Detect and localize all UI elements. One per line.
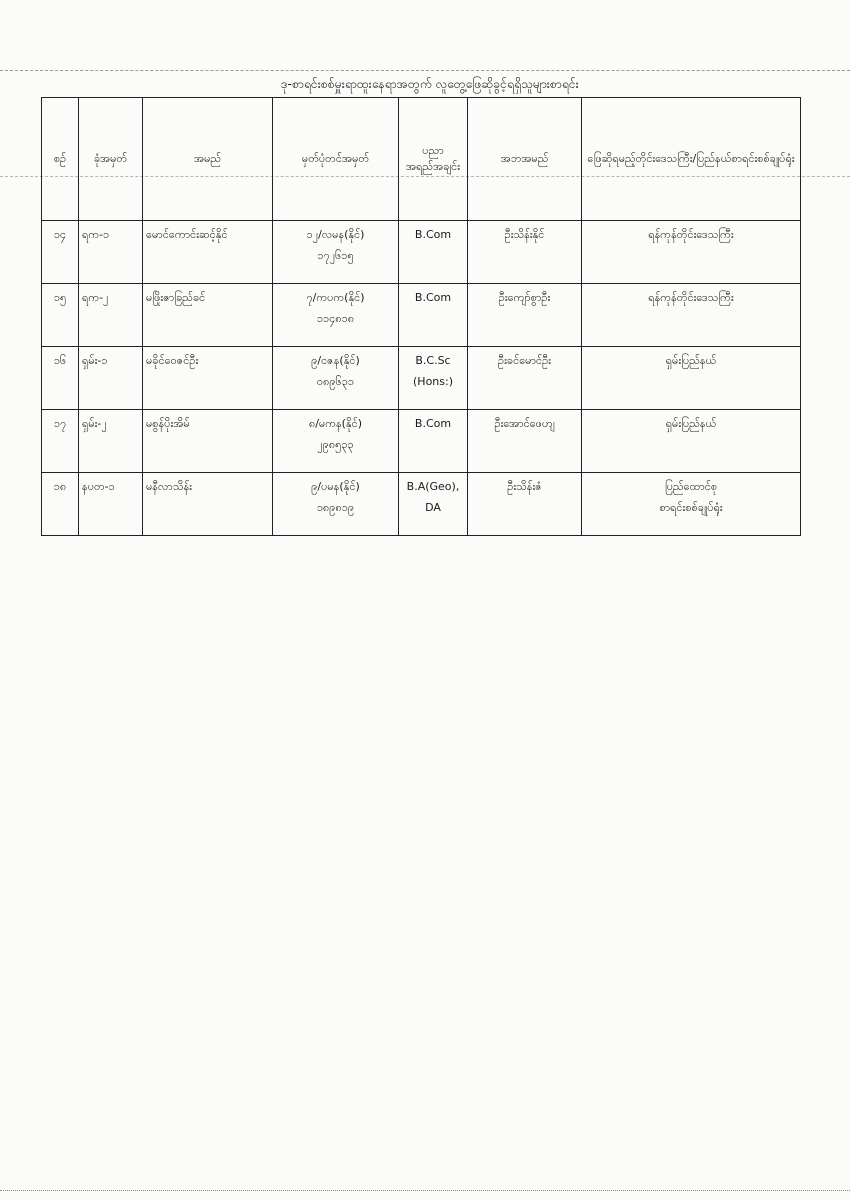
nrc-line: ၉/ပမန(နိုင်)	[311, 480, 360, 493]
cell-no: ၁၅	[42, 284, 79, 347]
cell-father: ဦးခင်မောင်ဦး	[468, 347, 582, 410]
table-row	[42, 473, 801, 536]
nrc-line: ၉/ငဇန(နိုင်)	[311, 354, 360, 367]
document-title: ဒု-စာရင်းစစ်မှူးရာထူးနေရာအတွက် လူတွေ့ဖြေဆိုခွင့်ရရှိသူများစာရင်း	[281, 77, 579, 91]
cell-no: ၁၈	[42, 473, 79, 536]
cell-roll: နပတ-၁	[79, 473, 143, 536]
candidate-table	[41, 97, 801, 536]
cell-nrc	[273, 284, 399, 347]
cell-education	[399, 221, 468, 284]
cell-father: ဦးကျော်စွာဦး	[468, 284, 582, 347]
cell-office	[582, 284, 801, 347]
bottom-scan-edge	[0, 1190, 850, 1192]
cell-name: မစွန်ပိုးအိမ်	[143, 410, 273, 473]
education-line-2: (Hons:)	[413, 374, 453, 388]
nrc-number: ၂၉၈၅၃၃	[317, 437, 354, 451]
header-no: စဉ်	[42, 98, 79, 221]
header-nrc: မှတ်ပုံတင်အမှတ်	[273, 98, 399, 221]
cell-education	[399, 410, 468, 473]
cell-education	[399, 473, 468, 536]
office-line: ရှမ်းပြည်နယ်	[665, 354, 717, 367]
table-row	[42, 221, 801, 284]
cell-name: မခိုင်ဝေဇင်ဦး	[143, 347, 273, 410]
cell-no: ၁၇	[42, 410, 79, 473]
table-row	[42, 284, 801, 347]
cell-education	[399, 284, 468, 347]
nrc-number: ၁၁၄၈၁၈	[316, 311, 355, 325]
nrc-number: ၁၈၉၈၁၉	[316, 500, 355, 514]
education-line: B.Com	[414, 291, 452, 304]
cell-roll: ရှမ်း-၁	[79, 347, 143, 410]
table-row	[42, 410, 801, 473]
nrc-number: ၀၈၉၆၃၁	[316, 374, 355, 388]
cell-name: မနီလာသိန်း	[143, 473, 273, 536]
cell-roll: ရှမ်း-၂	[79, 410, 143, 473]
header-roll: ခုံအမှတ်	[79, 98, 143, 221]
top-rule	[0, 70, 850, 71]
office-line: ရှမ်းပြည်နယ်	[665, 417, 717, 430]
cell-office	[582, 410, 801, 473]
table-header-row	[42, 98, 801, 221]
cell-name: မောင်ကောင်းဆင့်နိုင်	[143, 221, 273, 284]
cell-nrc	[273, 347, 399, 410]
office-line-2: စာရင်းစစ်ချုပ်ရုံး	[659, 500, 723, 514]
cell-no: ၁၆	[42, 347, 79, 410]
header-office: ဖြေဆိုရမည့်တိုင်းဒေသကြီး/ပြည်နယ်စာရင်းစစ်ချုပ်ရုံး	[582, 98, 801, 221]
cell-name: မဖြိုးဇာခြည်ခင်	[143, 284, 273, 347]
education-line: B.C.Sc	[415, 354, 451, 367]
nrc-line: ၈/မကန(နိုင်)	[308, 417, 363, 430]
education-line-2: DA	[425, 500, 441, 514]
cell-nrc	[273, 410, 399, 473]
table-row	[42, 347, 801, 410]
cell-office	[582, 473, 801, 536]
cell-nrc	[273, 473, 399, 536]
cell-education	[399, 347, 468, 410]
education-line: B.Com	[414, 417, 452, 430]
cell-office	[582, 347, 801, 410]
nrc-line: ၇/ကပက(နိုင်)	[306, 291, 365, 304]
cell-roll: ရက-၂	[79, 284, 143, 347]
nrc-line: ၁၂/လမန(နိုင်)	[306, 228, 365, 241]
office-line: ပြည်ထောင်စု	[664, 480, 718, 493]
education-line: B.Com	[414, 228, 452, 241]
cell-father: ဦးသိန်းနိုင်	[468, 221, 582, 284]
header-education: ပညာအရည်အချင်း	[399, 98, 468, 221]
header-name: အမည်	[143, 98, 273, 221]
office-line: ရန်ကုန်တိုင်းဒေသကြီး	[648, 228, 734, 241]
cell-father: ဦးအောင်ဖေဟျ	[468, 410, 582, 473]
cell-office	[582, 221, 801, 284]
education-line: B.A(Geo),	[406, 480, 460, 493]
header-father: အဘအမည်	[468, 98, 582, 221]
cell-nrc	[273, 221, 399, 284]
cell-roll: ရက-၁	[79, 221, 143, 284]
nrc-number: ၁၇၂၆၁၅	[317, 248, 354, 262]
cell-no: ၁၄	[42, 221, 79, 284]
office-line: ရန်ကုန်တိုင်းဒေသကြီး	[648, 291, 734, 304]
cell-father: ဦးသိန်းဇံ	[468, 473, 582, 536]
